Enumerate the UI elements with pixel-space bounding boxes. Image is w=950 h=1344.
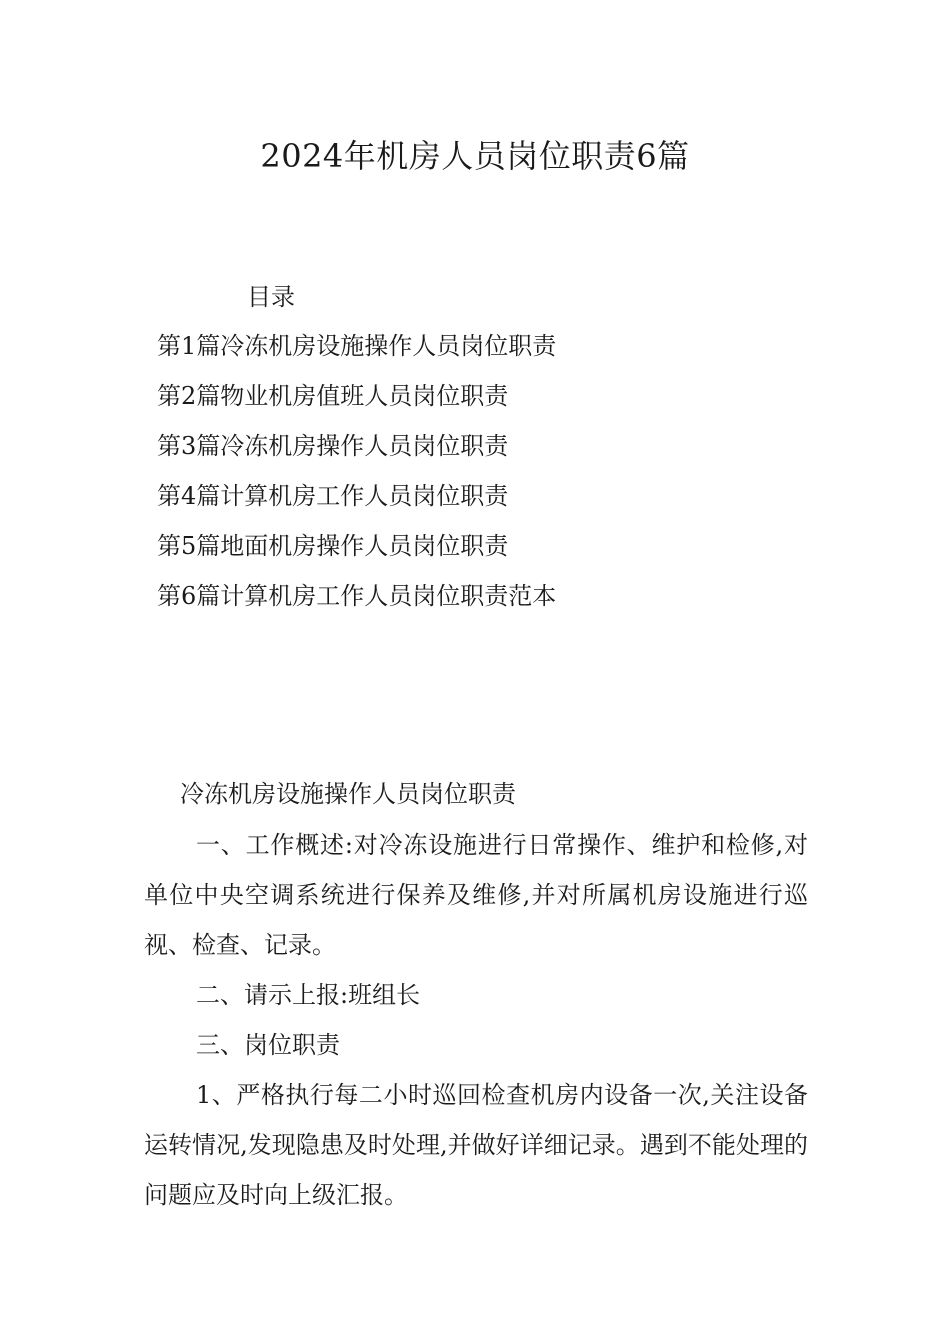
toc-item-1[interactable]: 第1篇冷冻机房设施操作人员岗位职责 — [157, 332, 557, 360]
section-body-paragraph — [144, 970, 808, 1020]
toc-item-3[interactable]: 第3篇冷冻机房操作人员岗位职责 — [157, 432, 509, 460]
table-of-contents — [157, 330, 556, 630]
toc-item-6[interactable]: 第6篇计算机房工作人员岗位职责范本 — [157, 582, 557, 610]
toc-item-2[interactable]: 第2篇物业机房值班人员岗位职责 — [157, 382, 509, 410]
paragraph-duties-heading: 三、岗位职责 — [196, 1031, 340, 1059]
section-body-paragraph — [144, 1070, 808, 1220]
toc-item-5[interactable]: 第5篇地面机房操作人员岗位职责 — [157, 532, 509, 560]
section-title: 冷冻机房设施操作人员岗位职责 — [180, 780, 516, 808]
toc-heading: 目录 — [247, 283, 295, 311]
paragraph-work-overview: 一、工作概述:对冷冻设施进行日常操作、维护和检修,对单位中央空调系统进行保养及维修,并对所属机房设施进行巡视、检查、记录。 — [144, 831, 808, 959]
paragraph-report-to: 二、请示上报:班组长 — [196, 981, 421, 1009]
section-body-paragraph — [144, 1020, 808, 1070]
paragraph-duty-1: 1、严格执行每二小时巡回检查机房内设备一次,关注设备运转情况,发现隐患及时处理,并做好详细记录。遇到不能处理的问题应及时向上级汇报。 — [144, 1081, 808, 1209]
section-body-paragraph — [144, 820, 808, 970]
document-title: 2024年机房人员岗位职责6篇 — [260, 137, 690, 175]
toc-item-4[interactable]: 第4篇计算机房工作人员岗位职责 — [157, 482, 509, 510]
